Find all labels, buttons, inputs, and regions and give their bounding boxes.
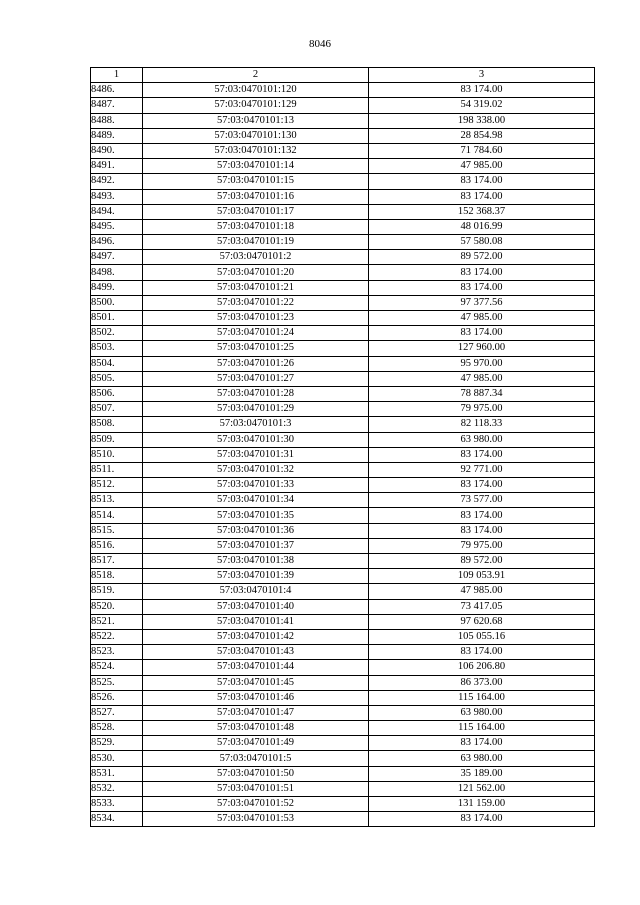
row-number-cell: 8489. <box>91 128 143 143</box>
table-row <box>91 629 595 644</box>
table-row <box>91 797 595 812</box>
cadastral-number-cell: 57:03:0470101:4 <box>143 584 369 599</box>
table-row <box>91 143 595 158</box>
cadastral-value-cell: 115 164.00 <box>369 690 595 705</box>
cadastral-value-cell: 95 970.00 <box>369 356 595 371</box>
table-row <box>91 736 595 751</box>
row-number-cell: 8488. <box>91 113 143 128</box>
cadastral-value-cell: 63 980.00 <box>369 751 595 766</box>
cadastral-number-cell: 57:03:0470101:39 <box>143 569 369 584</box>
cadastral-value-cell: 127 960.00 <box>369 341 595 356</box>
row-number-cell: 8515. <box>91 523 143 538</box>
cadastral-number-cell: 57:03:0470101:28 <box>143 386 369 401</box>
row-number-cell: 8505. <box>91 371 143 386</box>
cadastral-number-cell: 57:03:0470101:37 <box>143 538 369 553</box>
cadastral-number-cell: 57:03:0470101:34 <box>143 493 369 508</box>
cadastral-number-cell: 57:03:0470101:42 <box>143 629 369 644</box>
row-number-cell: 8502. <box>91 326 143 341</box>
cadastral-number-cell: 57:03:0470101:31 <box>143 447 369 462</box>
row-number-cell: 8510. <box>91 447 143 462</box>
table-row <box>91 265 595 280</box>
cadastral-number-cell: 57:03:0470101:53 <box>143 812 369 827</box>
cadastral-number-cell: 57:03:0470101:21 <box>143 280 369 295</box>
table-row <box>91 83 595 98</box>
row-number-cell: 8498. <box>91 265 143 280</box>
row-number-cell: 8494. <box>91 204 143 219</box>
table-row <box>91 113 595 128</box>
cadastral-value-cell: 63 980.00 <box>369 432 595 447</box>
cadastral-number-cell: 57:03:0470101:47 <box>143 705 369 720</box>
table-row <box>91 235 595 250</box>
cadastral-value-cell: 83 174.00 <box>369 189 595 204</box>
row-number-cell: 8506. <box>91 386 143 401</box>
row-number-cell: 8518. <box>91 569 143 584</box>
table-row <box>91 554 595 569</box>
cadastral-number-cell: 57:03:0470101:49 <box>143 736 369 751</box>
cadastral-number-cell: 57:03:0470101:52 <box>143 797 369 812</box>
cadastral-number-cell: 57:03:0470101:20 <box>143 265 369 280</box>
table-row <box>91 204 595 219</box>
cadastral-number-cell: 57:03:0470101:32 <box>143 462 369 477</box>
table-row <box>91 341 595 356</box>
row-number-cell: 8509. <box>91 432 143 447</box>
row-number-cell: 8511. <box>91 462 143 477</box>
row-number-cell: 8508. <box>91 417 143 432</box>
table-row <box>91 371 595 386</box>
column-header-value: 3 <box>369 68 595 83</box>
cadastral-number-cell: 57:03:0470101:5 <box>143 751 369 766</box>
table-row <box>91 523 595 538</box>
cadastral-number-cell: 57:03:0470101:50 <box>143 766 369 781</box>
row-number-cell: 8514. <box>91 508 143 523</box>
cadastral-value-cell: 48 016.99 <box>369 219 595 234</box>
cadastral-value-cell: 109 053.91 <box>369 569 595 584</box>
row-number-cell: 8523. <box>91 645 143 660</box>
cadastral-value-cell: 198 338.00 <box>369 113 595 128</box>
row-number-cell: 8517. <box>91 554 143 569</box>
cadastral-value-cell: 83 174.00 <box>369 83 595 98</box>
table-row <box>91 386 595 401</box>
cadastral-number-cell: 57:03:0470101:17 <box>143 204 369 219</box>
cadastral-value-cell: 79 975.00 <box>369 402 595 417</box>
cadastral-number-cell: 57:03:0470101:46 <box>143 690 369 705</box>
cadastral-number-cell: 57:03:0470101:51 <box>143 781 369 796</box>
table-row <box>91 614 595 629</box>
cadastral-number-cell: 57:03:0470101:19 <box>143 235 369 250</box>
cadastral-number-cell: 57:03:0470101:25 <box>143 341 369 356</box>
cadastral-number-cell: 57:03:0470101:40 <box>143 599 369 614</box>
cadastral-number-cell: 57:03:0470101:30 <box>143 432 369 447</box>
cadastral-number-cell: 57:03:0470101:3 <box>143 417 369 432</box>
table-row <box>91 538 595 553</box>
row-number-cell: 8500. <box>91 295 143 310</box>
cadastral-number-cell: 57:03:0470101:33 <box>143 478 369 493</box>
cadastral-value-cell: 73 577.00 <box>369 493 595 508</box>
row-number-cell: 8530. <box>91 751 143 766</box>
row-number-cell: 8533. <box>91 797 143 812</box>
cadastral-value-cell: 82 118.33 <box>369 417 595 432</box>
header-row <box>91 68 595 83</box>
table-row <box>91 447 595 462</box>
cadastral-value-cell: 83 174.00 <box>369 265 595 280</box>
page-number: 8046 <box>309 38 331 50</box>
cadastral-number-cell: 57:03:0470101:120 <box>143 83 369 98</box>
cadastral-number-cell: 57:03:0470101:36 <box>143 523 369 538</box>
row-number-cell: 8529. <box>91 736 143 751</box>
cadastral-value-cell: 79 975.00 <box>369 538 595 553</box>
cadastral-number-cell: 57:03:0470101:13 <box>143 113 369 128</box>
table-row <box>91 675 595 690</box>
table-row <box>91 493 595 508</box>
cadastral-number-cell: 57:03:0470101:132 <box>143 143 369 158</box>
cadastral-number-cell: 57:03:0470101:16 <box>143 189 369 204</box>
cadastral-value-cell: 57 580.08 <box>369 235 595 250</box>
table-row <box>91 721 595 736</box>
row-number-cell: 8497. <box>91 250 143 265</box>
cadastral-value-cell: 152 368.37 <box>369 204 595 219</box>
row-number-cell: 8532. <box>91 781 143 796</box>
cadastral-value-cell: 47 985.00 <box>369 371 595 386</box>
table-row <box>91 690 595 705</box>
cadastral-value-cell: 83 174.00 <box>369 447 595 462</box>
cadastral-value-cell: 89 572.00 <box>369 250 595 265</box>
row-number-cell: 8519. <box>91 584 143 599</box>
table-body <box>91 83 595 827</box>
table-row <box>91 326 595 341</box>
row-number-cell: 8507. <box>91 402 143 417</box>
row-number-cell: 8520. <box>91 599 143 614</box>
row-number-cell: 8528. <box>91 721 143 736</box>
cadastral-number-cell: 57:03:0470101:29 <box>143 402 369 417</box>
cadastral-number-cell: 57:03:0470101:2 <box>143 250 369 265</box>
cadastral-value-table <box>90 67 595 827</box>
cadastral-value-cell: 83 174.00 <box>369 523 595 538</box>
table-header <box>91 68 595 83</box>
column-header-cadastral-number: 2 <box>143 68 369 83</box>
row-number-cell: 8512. <box>91 478 143 493</box>
table-row <box>91 356 595 371</box>
table-row <box>91 705 595 720</box>
table-row <box>91 174 595 189</box>
table-row <box>91 219 595 234</box>
cadastral-number-cell: 57:03:0470101:45 <box>143 675 369 690</box>
table-row <box>91 645 595 660</box>
cadastral-value-cell: 86 373.00 <box>369 675 595 690</box>
row-number-cell: 8513. <box>91 493 143 508</box>
table-row <box>91 402 595 417</box>
table-row <box>91 781 595 796</box>
table-row <box>91 432 595 447</box>
table-row <box>91 189 595 204</box>
cadastral-value-cell: 83 174.00 <box>369 736 595 751</box>
cadastral-number-cell: 57:03:0470101:38 <box>143 554 369 569</box>
table-row <box>91 280 595 295</box>
table-row <box>91 295 595 310</box>
row-number-cell: 8492. <box>91 174 143 189</box>
cadastral-value-cell: 83 174.00 <box>369 478 595 493</box>
table-row <box>91 98 595 113</box>
cadastral-number-cell: 57:03:0470101:130 <box>143 128 369 143</box>
row-number-cell: 8534. <box>91 812 143 827</box>
row-number-cell: 8486. <box>91 83 143 98</box>
cadastral-value-cell: 47 985.00 <box>369 159 595 174</box>
table-row <box>91 128 595 143</box>
cadastral-value-cell: 83 174.00 <box>369 280 595 295</box>
row-number-cell: 8516. <box>91 538 143 553</box>
row-number-cell: 8522. <box>91 629 143 644</box>
row-number-cell: 8501. <box>91 311 143 326</box>
cadastral-value-cell: 105 055.16 <box>369 629 595 644</box>
cadastral-value-cell: 83 174.00 <box>369 174 595 189</box>
table-row <box>91 660 595 675</box>
cadastral-number-cell: 57:03:0470101:24 <box>143 326 369 341</box>
cadastral-number-cell: 57:03:0470101:129 <box>143 98 369 113</box>
table-row <box>91 159 595 174</box>
cadastral-value-cell: 83 174.00 <box>369 645 595 660</box>
cadastral-number-cell: 57:03:0470101:27 <box>143 371 369 386</box>
table-row <box>91 569 595 584</box>
cadastral-value-cell: 78 887.34 <box>369 386 595 401</box>
row-number-cell: 8531. <box>91 766 143 781</box>
cadastral-number-cell: 57:03:0470101:44 <box>143 660 369 675</box>
table-row <box>91 417 595 432</box>
row-number-cell: 8524. <box>91 660 143 675</box>
table-row <box>91 766 595 781</box>
cadastral-number-cell: 57:03:0470101:18 <box>143 219 369 234</box>
row-number-cell: 8525. <box>91 675 143 690</box>
row-number-cell: 8521. <box>91 614 143 629</box>
cadastral-value-cell: 83 174.00 <box>369 812 595 827</box>
row-number-cell: 8495. <box>91 219 143 234</box>
row-number-cell: 8499. <box>91 280 143 295</box>
cadastral-value-cell: 28 854.98 <box>369 128 595 143</box>
cadastral-number-cell: 57:03:0470101:35 <box>143 508 369 523</box>
cadastral-value-cell: 54 319.02 <box>369 98 595 113</box>
table-row <box>91 584 595 599</box>
table-row <box>91 250 595 265</box>
table-row <box>91 311 595 326</box>
table-row <box>91 751 595 766</box>
cadastral-number-cell: 57:03:0470101:41 <box>143 614 369 629</box>
cadastral-number-cell: 57:03:0470101:15 <box>143 174 369 189</box>
cadastral-number-cell: 57:03:0470101:14 <box>143 159 369 174</box>
row-number-cell: 8526. <box>91 690 143 705</box>
cadastral-value-cell: 121 562.00 <box>369 781 595 796</box>
cadastral-number-cell: 57:03:0470101:43 <box>143 645 369 660</box>
cadastral-number-cell: 57:03:0470101:23 <box>143 311 369 326</box>
row-number-cell: 8491. <box>91 159 143 174</box>
cadastral-value-cell: 83 174.00 <box>369 326 595 341</box>
cadastral-value-cell: 83 174.00 <box>369 508 595 523</box>
cadastral-value-cell: 97 620.68 <box>369 614 595 629</box>
cadastral-value-cell: 115 164.00 <box>369 721 595 736</box>
column-header-number: 1 <box>91 68 143 83</box>
cadastral-value-cell: 47 985.00 <box>369 311 595 326</box>
cadastral-number-cell: 57:03:0470101:26 <box>143 356 369 371</box>
cadastral-value-cell: 106 206.80 <box>369 660 595 675</box>
row-number-cell: 8487. <box>91 98 143 113</box>
row-number-cell: 8527. <box>91 705 143 720</box>
table-row <box>91 508 595 523</box>
table-row <box>91 478 595 493</box>
cadastral-value-cell: 89 572.00 <box>369 554 595 569</box>
cadastral-value-cell: 73 417.05 <box>369 599 595 614</box>
cadastral-value-cell: 97 377.56 <box>369 295 595 310</box>
cadastral-value-cell: 47 985.00 <box>369 584 595 599</box>
cadastral-value-cell: 92 771.00 <box>369 462 595 477</box>
table-row <box>91 462 595 477</box>
cadastral-value-cell: 131 159.00 <box>369 797 595 812</box>
cadastral-number-cell: 57:03:0470101:48 <box>143 721 369 736</box>
row-number-cell: 8490. <box>91 143 143 158</box>
cadastral-value-cell: 71 784.60 <box>369 143 595 158</box>
table-row <box>91 812 595 827</box>
table-row <box>91 599 595 614</box>
cadastral-value-cell: 63 980.00 <box>369 705 595 720</box>
row-number-cell: 8504. <box>91 356 143 371</box>
cadastral-number-cell: 57:03:0470101:22 <box>143 295 369 310</box>
row-number-cell: 8496. <box>91 235 143 250</box>
cadastral-value-cell: 35 189.00 <box>369 766 595 781</box>
row-number-cell: 8503. <box>91 341 143 356</box>
row-number-cell: 8493. <box>91 189 143 204</box>
